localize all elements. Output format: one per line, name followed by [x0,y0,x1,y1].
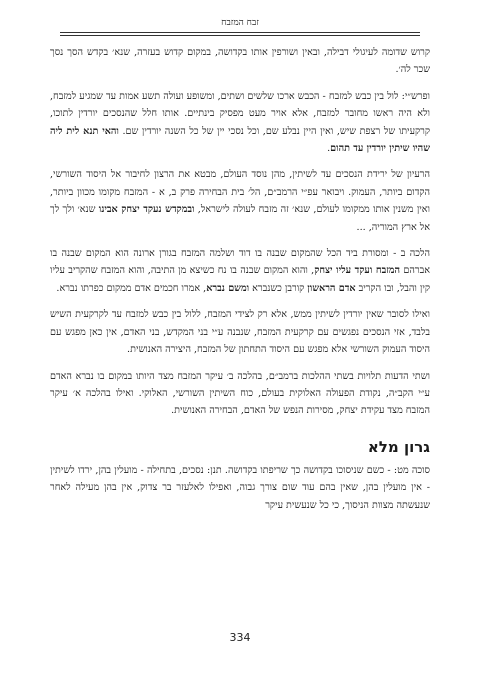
emphasized-text: והאי תנא לית ליה שהיו שיתין יורדין עד תהום [50,125,430,155]
emphasized-text: ומשם נברא [206,282,250,294]
text-segment: הרעיון של ירידת הנסכים עד לשיתין, מהן נוסד העולם, מבטא את הרצון לחיבור אל היסוד השורשי, הקדום ביותר, העמוק. ויבואר עפ״י הרמב״ם, הל׳ בית הבחירה פרק ב, א - המזבח מקומו מכוון ביותר, ואין משנין אותו ממקומו לעולם, שנא׳ זה מזבח לעולה לישראל, [50,169,430,216]
text-segment: קורבן כשנברא [249,282,308,294]
text-segment: קרוש שדומה לעיגולי דבילה, ובאין ושורפין אותו בקדושה, במקום קדוש בעזרה, שנא׳ בקדש הסך נסך שכר לה׳. [50,47,430,76]
body-paragraph [50,368,430,420]
text-segment: , אמרו חכמים אדם ממקום כפרתו נברא. [56,282,207,294]
running-head: זבח המזבח [221,18,259,28]
emphasized-text: ובמקדש נעקד יצחק אבינו [98,204,195,216]
text-segment: ואילו לסובר שאין יורדין לשיתין ממש, אלא רק לצידי המזבח, ללול בין כבש למזבח עד לקרקעית השיש בלבד, אזי הנסכים נפגשים עם קרקעית המזבח, שנבנה ע״י בני המקדש, בני האדם, אין כאן מפגש עם היסוד העמוק השורשי אלא מפגש עם היסוד התחתון של המזבח, היצירה האנושית. [50,309,430,356]
text-segment: שנא׳ ולך לך אל ארץ המוריה, ... [50,204,430,233]
main-text [50,44,430,523]
header-rule [60,35,420,36]
body-paragraph [50,306,430,358]
body-paragraph [50,88,430,158]
header-rule [60,32,420,33]
body-paragraph [50,44,430,79]
emphasized-text: אדם הראשון [307,282,356,294]
paragraph-list [50,44,430,420]
body-paragraph [50,166,430,236]
section-paragraph: סוכה מט: - כשם שניסוכו בקדושה כך שריפתו בקדושה. תנן: נסכים, בתחילה - מועלין בהן, ירדו לשיתין - אין מועלין בהן, שאין בהם עוד שום צורך גבוה, ואפילו לאלעזר בר צדוק, אין בהן מעילה לאחר שנעשתה מצוות הניסוך, כי כל שנעשית עיקר [50,464,430,511]
page-number: 334 [229,631,251,644]
section-title: גרון מלא [367,437,430,456]
emphasized-text: המזבח ועקד עליו יצחק [314,265,401,277]
text-segment: הלכה ב - ומסורת ביד הכל שהמקום שבנה בו דוד ושלמה המזבח בגורן ארונה הוא המקום שבנה בו אברהם [50,248,430,277]
text-segment: , והוא המקום שבנה בו נח כשיצא מן התיבה, והוא המזבח שהקריב עליו קין והבל, ובו הקריב [50,265,430,294]
text-segment: ופרש״י: לול בין כבש למזבח - הכבש ארכו שלשים ושתים, ומשופע ועולה תשע אמות עד שמגיע למזבח, ולא היה ראשו מחובר למזבח, אלא אויר מעט מפסיק בינתיים. אותו חלל שהנסכים יורדין לתוכו, קרקעיתו של רצפת שיש, ואין היין נבלע שם, וכל נסכי יין של כל השנה יורדין שם. [50,90,430,137]
body-paragraph [50,245,430,297]
text-segment: . [327,143,331,155]
text-segment: ושתי הדעות תלויות בשתי ההלכות ברמב״ם, בהלכה ב׳ עיקר המזבח מצד היותו במקום בו נברא האדם ע״י הקב״ה, נקודת הפעולה האלוקית בעולם, כוח השיתין השורשי, האלוקי. ואילו בהלכה א׳ עיקר המזבח מצד עקידת יצחק, מסירות הנפש של האדם, הבחירה האנושית. [50,370,430,417]
